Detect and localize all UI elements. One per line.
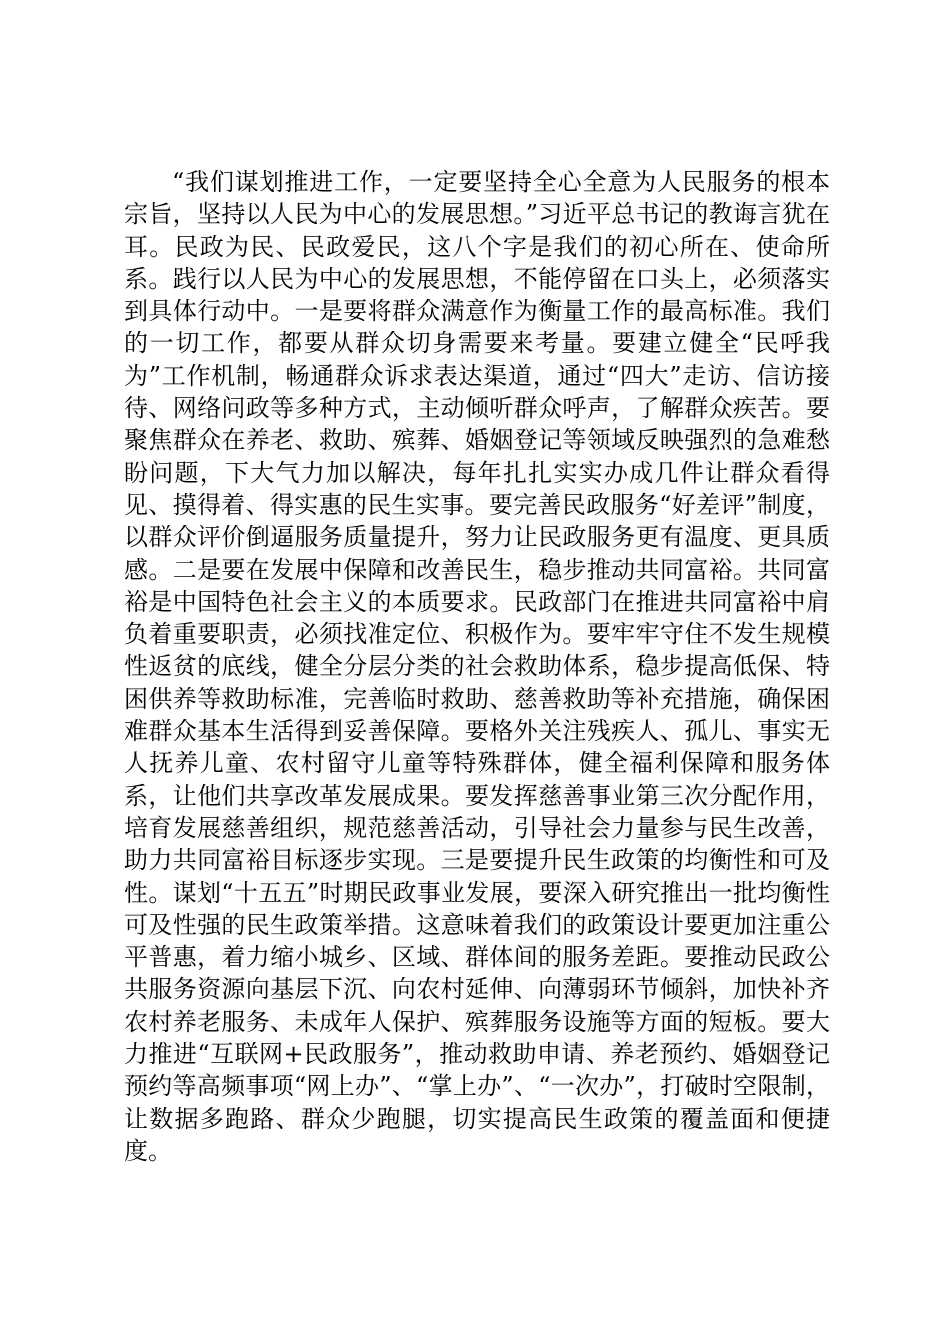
body-paragraph: “我们谋划推进工作，一定要坚持全心全意为人民服务的根本宗旨，坚持以人民为中心的发展思想。”习近平总书记的教诲言犹在耳。民政为民、民政爱民，这八个字是我们的初心所在、使命所系。践行以人民为中心的发展思想，不能停留在口头上，必须落实到具体行动中。一是要将群众满意作为衡量工作的最高标准。我们的一切工作，都要从群众切身需要来考量。要建立健全“民呼我为”工作机制，畅通群众诉求表达渠道，通过“四大”走访、信访接待、网络问政等多种方式，主动倾听群众呼声，了解群众疾苦。要聚焦群众在养老、救助、殡葬、婚姻登记等领域反映强烈的急难愁盼问题，下大气力加以解决，每年扎扎实实办成几件让群众看得见、摸得着、得实惠的民生实事。要完善民政服务“好差评”制度，以群众评价倒逼服务质量提升，努力让民政服务更有温度、更具质感。二是要在发展中保障和改善民生，稳步推动共同富裕。共同富裕是中国特色社会主义的本质要求。民政部门在推进共同富裕中肩负着重要职责，必须找准定位、积极作为。要牢牢守住不发生规模性返贫的底线，健全分层分类的社会救助体系，稳步提高低保、特困供养等救助标准，完善临时救助、慈善救助等补充措施，确保困难群众基本生活得到妥善保障。要格外关注残疾人、孤儿、事实无人抚养儿童、农村留守儿童等特殊群体，健全福利保障和服务体系，让他们共享改革发展成果。要发挥慈善事业第三次分配作用，培育发展慈善组织，规范慈善活动，引导社会力量参与民生改善，助力共同富裕目标逐步实现。三是要提升民生政策的均衡性和可及性。谋划“十五五”时期民政事业发展，要深入研究推出一批均衡性可及性强的民生政策举措。这意味着我们的政策设计要更加注重公平普惠，着力缩小城乡、区域、群体间的服务差距。要推动民政公共服务资源向基层下沉、向农村延伸、向薄弱环节倾斜，加快补齐农村养老服务、未成年人保护、殡葬服务设施等方面的短板。要大力推进“互联网+民政服务”，推动救助申请、养老预约、婚姻登记预约等高频事项“网上办”、“掌上办”、“一次办”，打破时空限制，让数据多跑路、群众少跑腿，切实提高民生政策的覆盖面和便捷度。	[124, 168, 830, 1165]
